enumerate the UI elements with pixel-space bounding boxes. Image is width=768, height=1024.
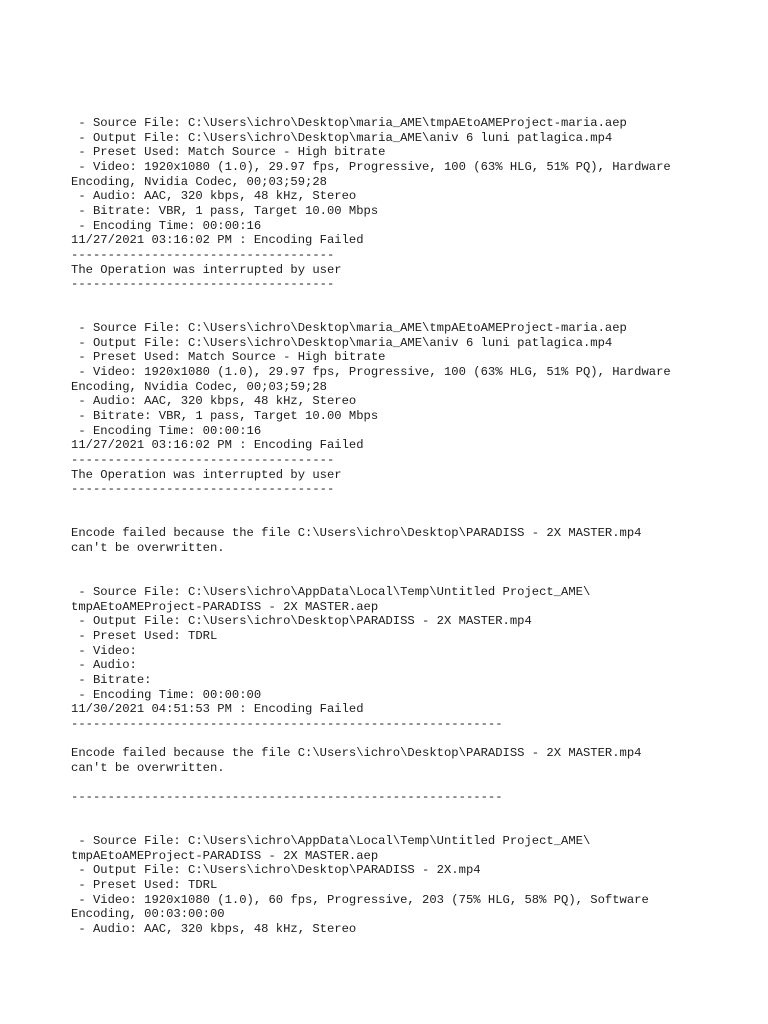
log-line [71,497,731,512]
log-line: - Source File: C:\Users\ichro\AppData\Local\Temp\Untitled Project_AME\ [71,584,591,599]
log-line [71,570,731,585]
log-line: - Source File: C:\Users\ichro\AppData\Local\Temp\Untitled Project_AME\ [71,834,591,848]
log-line: - Bitrate: VBR, 1 pass, Target 10.00 Mbps [71,409,379,424]
log-line: - Preset Used: Match Source - High bitrate [71,145,386,160]
log-line: - Audio: [71,658,137,673]
log-line: - Audio: AAC, 320 kbps, 48 kHz, Stereo [71,394,357,409]
log-line: ----------------------------------------------------------- [71,790,503,805]
log-line: ------------------------------------ [71,277,335,292]
log-line: - Output File: C:\Users\ichro\Desktop\PARADISS - 2X.mp4 [71,863,481,878]
log-line: tmpAEtoAMEProject-PARADISS - 2X MASTER.aep [71,848,379,863]
log-line: - Video: 1920x1080 (1.0), 29.97 fps, Progressive, 100 (63% HLG, 51% PQ), Hardware [71,159,671,174]
log-line: The Operation was interrupted by user [71,467,342,482]
log-line: - Preset Used: TDRL [71,877,218,892]
log-line: ----------------------------------------------------------- [71,716,503,731]
log-line: - Output File: C:\Users\ichro\Desktop\PARADISS - 2X MASTER.mp4 [71,614,532,629]
log-line: Encode failed because the file C:\Users\ichro\Desktop\PARADISS - 2X MASTER.mp4 [71,526,642,541]
log-line: ------------------------------------ [71,453,335,468]
log-line: can't be overwritten. [71,540,225,555]
log-line: - Encoding Time: 00:00:16 [71,218,262,233]
log-line [71,512,731,527]
log-line: - Bitrate: [71,672,152,687]
log-line: Encoding, 00:03:00:00 [71,907,225,922]
log-line [71,731,731,746]
log-line [71,775,731,790]
log-line: Encoding, Nvidia Codec, 00;03;59;28 [71,379,327,394]
log-line [71,307,731,322]
log-line: tmpAEtoAMEProject-PARADISS - 2X MASTER.aep [71,599,379,614]
log-line: - Output File: C:\Users\ichro\Desktop\maria_AME\aniv 6 luni patlagica.mp4 [71,130,613,145]
log-line: - Encoding Time: 00:00:16 [71,423,262,438]
log-line: - Source File: C:\Users\ichro\Desktop\maria_AME\tmpAEtoAMEProject-maria.aep [71,116,627,130]
log-line: The Operation was interrupted by user [71,262,342,277]
log-line [71,292,731,307]
log-line: can't be overwritten. [71,760,225,775]
log-line: - Audio: AAC, 320 kbps, 48 kHz, Stereo [71,189,357,204]
log-line: - Preset Used: TDRL [71,628,218,643]
log-line: 11/27/2021 03:16:02 PM : Encoding Failed [71,438,364,453]
log-line: - Preset Used: Match Source - High bitrate [71,350,386,365]
log-line [71,805,731,820]
log-line: - Video: 1920x1080 (1.0), 60 fps, Progressive, 203 (75% HLG, 58% PQ), Software [71,892,649,907]
log-line: - Video: [71,643,137,658]
log-line: ------------------------------------ [71,247,335,262]
log-line: 11/27/2021 03:16:02 PM : Encoding Failed [71,233,364,248]
log-line: Encoding, Nvidia Codec, 00;03;59;28 [71,174,327,189]
log-line [71,819,731,834]
log-line: - Audio: AAC, 320 kbps, 48 kHz, Stereo [71,921,357,936]
log-line: - Video: 1920x1080 (1.0), 29.97 fps, Progressive, 100 (63% HLG, 51% PQ), Hardware [71,365,671,380]
log-line: - Output File: C:\Users\ichro\Desktop\maria_AME\aniv 6 luni patlagica.mp4 [71,335,613,350]
log-line: 11/30/2021 04:51:53 PM : Encoding Failed [71,702,364,717]
log-line: Encode failed because the file C:\Users\ichro\Desktop\PARADISS - 2X MASTER.mp4 [71,746,642,761]
log-line: ------------------------------------ [71,482,335,497]
log-line: - Encoding Time: 00:00:00 [71,687,262,702]
log-line: - Source File: C:\Users\ichro\Desktop\maria_AME\tmpAEtoAMEProject-maria.aep [71,321,627,336]
encoding-log-text [71,116,731,937]
log-line [71,556,731,571]
log-line: - Bitrate: VBR, 1 pass, Target 10.00 Mbps [71,203,379,218]
